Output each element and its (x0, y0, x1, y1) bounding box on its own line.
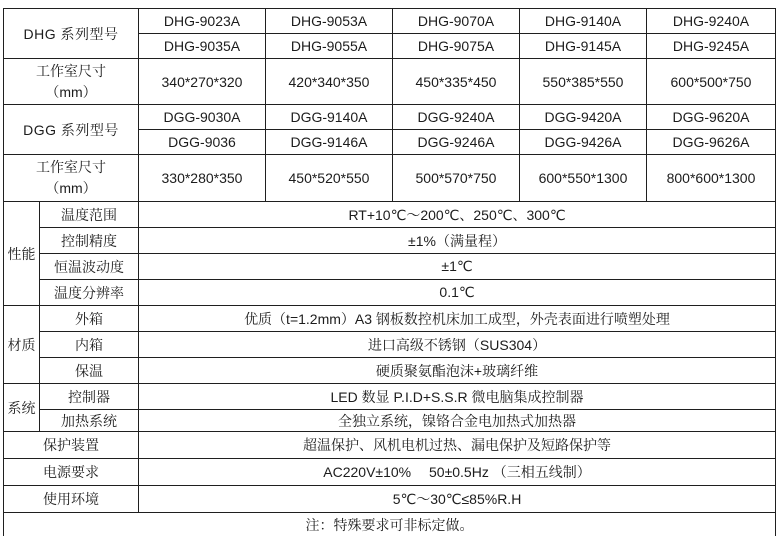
spec-label: 控制器 (40, 384, 139, 410)
spec-value: 全独立系统，镍铬合金电加热式加热器 (139, 410, 776, 432)
spec-label: 内箱 (40, 332, 139, 358)
dhg-model-cell: DHG-9140A (520, 9, 647, 34)
dhg-model-cell: DHG-9053A (266, 9, 393, 34)
table-row (4, 410, 776, 432)
dgg-model-cell: DGG-9140A (266, 105, 393, 130)
spec-value: 进口高级不锈钢（SUS304） (139, 332, 776, 358)
dhg-model-cell: DHG-9245A (647, 34, 776, 59)
spec-label: 加热系统 (40, 410, 139, 432)
spec-label: 恒温波动度 (40, 254, 139, 280)
material-group-label: 材质 (4, 306, 40, 384)
dgg-model-cell: DGG-9146A (266, 130, 393, 155)
dhg-size-cell: 340*270*320 (139, 59, 266, 105)
spec-label: 电源要求 (4, 459, 139, 486)
dgg-size-cell: 800*600*1300 (647, 155, 776, 202)
table-row (4, 59, 776, 105)
table-row (4, 459, 776, 486)
spec-label: 温度范围 (40, 202, 139, 228)
spec-label: 温度分辨率 (40, 280, 139, 306)
size-label-line2: （mm） (45, 83, 97, 100)
spec-label: 使用环境 (4, 486, 139, 513)
spec-label: 保温 (40, 358, 139, 384)
dgg-model-cell: DGG-9626A (647, 130, 776, 155)
spec-label: 控制精度 (40, 228, 139, 254)
spec-value: ±1℃ (139, 254, 776, 280)
table-row (4, 358, 776, 384)
spec-value: AC220V±10% 50±0.5Hz （三相五线制） (139, 459, 776, 486)
table-row (4, 486, 776, 513)
footnote: 注：特殊要求可非标定做。 (4, 513, 776, 536)
dhg-size-cell: 420*340*350 (266, 59, 393, 105)
dhg-model-cell: DHG-9055A (266, 34, 393, 59)
dgg-series-label: DGG 系列型号 (4, 105, 139, 155)
spec-label: 外箱 (40, 306, 139, 332)
dhg-model-cell: DHG-9035A (139, 34, 266, 59)
performance-group-label: 性能 (4, 202, 40, 306)
spec-value: 5℃～30℃≤85%R.H (139, 486, 776, 513)
dgg-size-cell: 450*520*550 (266, 155, 393, 202)
spec-value: 硬质聚氨酯泡沫+玻璃纤维 (139, 358, 776, 384)
spec-label: 保护装置 (4, 432, 139, 459)
dhg-size-cell: 450*335*450 (393, 59, 520, 105)
spec-value: RT+10℃～200℃、250℃、300℃ (139, 202, 776, 228)
spec-table (3, 8, 776, 536)
table-row (4, 202, 776, 228)
system-group-label: 系统 (4, 384, 40, 432)
table-row (4, 254, 776, 280)
table-row (4, 332, 776, 358)
dhg-model-cell: DHG-9145A (520, 34, 647, 59)
table-row (4, 155, 776, 202)
size-label-line1: 工作室尺寸 (36, 159, 106, 175)
table-row (4, 513, 776, 536)
dgg-size-cell: 500*570*750 (393, 155, 520, 202)
size-label-line2: （mm） (45, 180, 97, 196)
dgg-model-cell: DGG-9246A (393, 130, 520, 155)
dgg-model-cell: DGG-9036 (139, 130, 266, 155)
spec-value: 优质（t=1.2mm）A3 钢板数控机床加工成型，外壳表面进行喷塑处理 (139, 306, 776, 332)
dgg-model-cell: DGG-9030A (139, 105, 266, 130)
dgg-size-cell: 330*280*350 (139, 155, 266, 202)
dgg-model-cell: DGG-9420A (520, 105, 647, 130)
table-row (4, 432, 776, 459)
dhg-model-cell: DHG-9075A (393, 34, 520, 59)
dhg-size-cell: 550*385*550 (520, 59, 647, 105)
dhg-series-label: DHG 系列型号 (4, 9, 139, 59)
dhg-model-cell: DHG-9070A (393, 9, 520, 34)
table-row (4, 384, 776, 410)
dgg-model-cell: DGG-9426A (520, 130, 647, 155)
spec-value: 超温保护、风机电机过热、漏电保护及短路保护等 (139, 432, 776, 459)
dgg-model-cell: DGG-9240A (393, 105, 520, 130)
dhg-size-cell: 600*500*750 (647, 59, 776, 105)
dhg-size-label (4, 59, 139, 105)
table-row (4, 306, 776, 332)
spec-value: LED 数显 P.I.D+S.S.R 微电脑集成控制器 (139, 384, 776, 410)
table-row (4, 280, 776, 306)
dgg-size-label (4, 155, 139, 202)
table-row (4, 228, 776, 254)
table-row (4, 9, 776, 34)
dhg-model-cell: DHG-9023A (139, 9, 266, 34)
dgg-model-cell: DGG-9620A (647, 105, 776, 130)
spec-value: ±1%（满量程） (139, 228, 776, 254)
spec-value: 0.1℃ (139, 280, 776, 306)
dhg-model-cell: DHG-9240A (647, 9, 776, 34)
size-label-line1: 工作室尺寸 (36, 62, 106, 79)
table-row (4, 105, 776, 130)
dgg-size-cell: 600*550*1300 (520, 155, 647, 202)
